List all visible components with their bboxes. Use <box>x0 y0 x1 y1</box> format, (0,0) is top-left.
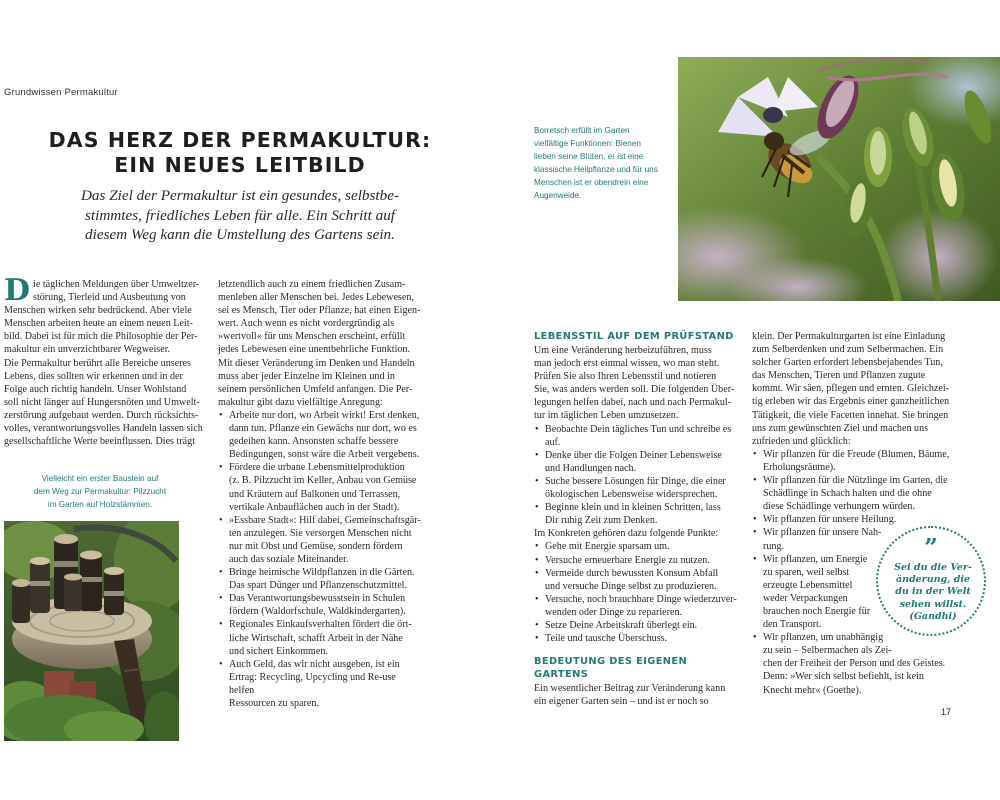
mushroom-logs-photo <box>4 521 179 741</box>
column-1-line: Menschen wirken sehr bedrückend. Aber viele <box>4 305 192 317</box>
list-item-line: rung. <box>763 540 785 552</box>
page-number: 17 <box>941 707 952 717</box>
list-item-line: • Teile und tausche Überschuss. <box>545 633 668 645</box>
list-item-line: Ertrag: Recycling, Upcycling und Re-use helfen <box>229 671 396 696</box>
column-1-line: makultur ein unverzichtbarer Wegweiser. <box>4 344 171 356</box>
list-item <box>752 631 976 696</box>
list-item <box>218 514 423 566</box>
column-1-line: zerstörung aufgebaut werden. Durch rücksichts- <box>4 409 199 421</box>
list-item-line: gedeihen kann. Ansonsten schaffe bessere <box>229 436 399 448</box>
column-3-line: Ein wesentlicher Beitrag zur Veränderung kann <box>534 683 726 695</box>
column-3-line: Prüfen Sie also Ihren Lebensstil und notieren <box>534 371 717 383</box>
text-column-3 <box>534 330 744 708</box>
column-2-line: seinem persönlichen Umfeld anfangen. Die Per- <box>218 383 413 395</box>
list-item-line: Knecht mehr« (Goethe). <box>763 684 862 696</box>
reflection-list <box>534 423 744 528</box>
list-item-line: diese Schädlinge verhungern würden. <box>763 501 915 513</box>
list-item-line: und sichert Einkommen. <box>229 645 328 657</box>
list-item-line: • Wir pflanzen, um Energie <box>763 553 868 565</box>
list-item <box>534 593 744 619</box>
list-item-line: • Setze Deine Arbeitskraft überlegt ein. <box>545 619 698 631</box>
drop-cap: D <box>4 273 31 308</box>
list-item-line: • Wir pflanzen für unsere Nah- <box>763 527 882 539</box>
lead-line-1: Das Ziel der Permakultur ist ein gesundes, selbstbe- <box>80 187 400 204</box>
caption-line: Borretsch erfüllt im Garten <box>534 126 630 135</box>
column-2-line: jedes Lebewesen eine unentbehrliche Funktion. <box>218 344 410 356</box>
list-item-line: erzeugte Lebensmittel <box>763 579 853 591</box>
column-1-line: ie täglichen Meldungen über Umweltzer- <box>33 279 200 290</box>
list-item-line: chen der Freiheit der Person und des Geistes. <box>763 658 946 670</box>
column-3-line: legungen helfen dabei, nach und nach Permakul- <box>534 397 732 409</box>
list-item <box>534 475 744 501</box>
page-title-line-1: DAS HERZ DER PERMAKULTUR: <box>48 128 432 152</box>
list-item-line: (z. B. Pilzzucht im Keller, Anbau von Gemüse <box>229 475 417 487</box>
list-item <box>534 540 744 553</box>
list-item-line: Denn: »Wer sich selbst befiehlt, ist kein <box>763 671 924 683</box>
lead-line-2: stimmtes, friedliches Leben für alle. Ein Schritt auf <box>84 206 396 224</box>
list-item <box>218 618 423 657</box>
list-item <box>218 461 423 513</box>
column-1-line: Lebens, dies sollten wir erkennen und in der <box>4 370 183 382</box>
page-title <box>40 128 440 178</box>
text-column-4 <box>752 330 976 697</box>
quote-text <box>886 562 980 623</box>
list-item-line: Dir ruhig Zeit zum Denken. <box>545 515 658 527</box>
photo-caption-mushroom <box>20 472 180 511</box>
list-item-line: fördern (Waldorfschule, Waldkindergarten). <box>229 606 406 618</box>
list-item-line: Das spart Dünger und Pflanzenschutzmittel. <box>229 580 407 592</box>
column-3-line: man jedoch erst einmal wissen, wo man steht. <box>534 358 720 370</box>
column-3-line: Im Konkreten gehören dazu folgende Punkte: <box>534 528 719 540</box>
column-4-line: uns zum gewünschten Ziel und machen uns <box>752 422 929 434</box>
list-item-line: • Fördere die urbane Lebensmittelproduktion <box>229 462 405 474</box>
column-2-line: sei es Mensch, Tier oder Pflanze, hat einen Eigen- <box>218 305 421 317</box>
list-item <box>752 448 976 474</box>
list-item <box>534 554 744 567</box>
column-4-line: tig erleben wir das Ergebnis einer ganzheitlichen <box>752 396 950 408</box>
list-item-line: zu sein – Selbermachen als Zei- <box>763 645 892 657</box>
list-item <box>534 619 744 632</box>
list-item-line: • Wir pflanzen für die Nützlinge im Garten, die <box>763 475 948 487</box>
list-item-line: und versuche Dinge selbst zu produzieren. <box>545 580 717 592</box>
caption-line: Augenweide. <box>534 191 582 200</box>
section-heading-own-garden: BEDEUTUNG DES EIGENEN GARTENS <box>534 656 688 681</box>
list-item <box>218 409 423 461</box>
text-column-1 <box>4 273 206 448</box>
quote-line: du in der Welt <box>895 586 971 598</box>
caption-line: Vielleicht ein erster Baustein auf <box>41 474 159 483</box>
column-3-line: Um eine Veränderung herbeizuführen, muss <box>534 345 712 356</box>
column-1-line: Folge auch richtig handeln. Unser Wohlstand <box>4 383 187 395</box>
column-1-line: störung, Tierleid und Ausbeutung von <box>33 292 186 304</box>
list-item-line: • Bringe heimische Wildpflanzen in die Gärten. <box>229 567 415 579</box>
caption-line: lieben seine Blüten, er ist eine <box>534 152 644 161</box>
list-item-line: Erholungsräume). <box>763 461 836 473</box>
list-item-line: liche Wirtschaft, schafft Arbeit in der Nähe <box>229 632 403 644</box>
caption-line: klassische Heilpflanze und für uns <box>534 165 658 174</box>
column-2-line: wert. Auch wenn es nicht vordergründig als <box>218 318 395 330</box>
list-item-line: • Gehe mit Energie sparsam um. <box>545 541 670 553</box>
column-3-line: Sie, was anders werden soll. Die folgenden Über- <box>534 384 735 396</box>
lead-line-3: diesem Weg kann die Umstellung des Gartens sein. <box>85 226 395 243</box>
mushroom-logs-illustration <box>4 521 179 741</box>
list-item-line: dann tun. Pflanze ein Gewächs nur dort, wo es <box>229 423 417 435</box>
caption-line: dem Weg zur Permakultur: Pilzzucht <box>33 487 167 496</box>
list-item-line: brauchen noch Energie für <box>763 605 871 617</box>
list-item-line: wenden oder Dinge zu reparieren. <box>545 606 683 618</box>
lead-paragraph <box>40 186 440 245</box>
list-item-line: ökologischen Lebensweise widersprechen. <box>545 489 718 501</box>
list-item <box>534 632 744 645</box>
column-4-line: solcher Garten erfordert lebensbejahendes Tun, <box>752 357 943 369</box>
text-column-2 <box>218 278 423 710</box>
list-item-line: • Suche bessere Lösungen für Dinge, die einer <box>545 475 726 487</box>
column-4-line: das Menschen, Tieren und Pflanzen zugute <box>752 370 926 382</box>
column-2-line: makultur gibt dazu vielfältige Anregung: <box>218 396 383 408</box>
list-item-line: • Versuche, noch brauchbare Dinge wiederzuver- <box>545 593 737 605</box>
list-item-line: auf. <box>545 436 561 448</box>
list-item <box>534 449 744 475</box>
column-1-line: gesellschaftliche Werte beeinflussen. Dies trägt <box>4 436 195 448</box>
caption-line: im Garten auf Holzstämmen. <box>47 500 153 509</box>
quote-line: (Gandhi) <box>909 610 957 622</box>
list-item-line: • Beginne klein und in kleinen Schritten, lass <box>545 502 721 514</box>
borage-bee-illustration <box>678 57 1000 301</box>
section-heading-lifestyle: LEBENSSTIL AUF DEM PRÜFSTAND <box>534 331 734 342</box>
list-item-line: Ressourcen zu sparen. <box>229 698 319 709</box>
quote-line: Sei du die Ver- <box>894 562 972 573</box>
list-item-line: • Auch Geld, das wir nicht ausgeben, ist ein <box>229 658 400 670</box>
list-item <box>534 501 744 527</box>
list-item-line: • Denke über die Folgen Deiner Lebensweise <box>545 449 722 461</box>
column-2-line: muss aber jeder Einzelne im Kleinen und in <box>218 370 395 382</box>
column-3-line: tur im täglichen Leben umzusetzen. <box>534 410 679 422</box>
list-item <box>534 423 744 449</box>
column-1-line: volles, verantwortungsvolles Handeln lassen sich <box>4 423 203 435</box>
list-item <box>752 513 976 526</box>
column-2-line: letztendlich auch zu einem friedlichen Zusam- <box>218 279 406 290</box>
list-item <box>218 592 423 618</box>
list-item <box>218 566 423 592</box>
list-item-line: • Arbeite nur dort, wo Arbeit wirkt! Erst denken, <box>229 409 420 421</box>
column-1-line: soll nicht länger auf Hungersnöten und Umwelt- <box>4 396 200 408</box>
borage-bee-photo <box>678 57 1000 301</box>
column-2-line: »wertvoll« für uns Menschen erscheint, erfüllt <box>218 331 406 343</box>
column-1-line: bild. Dabei ist für mich die Philosophie der Per- <box>4 331 198 343</box>
list-item-line: Schädlinge in Schach halten und die ohne <box>763 488 932 500</box>
quote-line: sehen willst. <box>899 598 967 610</box>
list-item-line: • Das Verantwortungsbewusstsein in Schulen <box>229 593 406 605</box>
caption-line: vielfältige Funktionen: Bienen <box>534 139 641 148</box>
column-4-line: Tätigkeit, die viele Facetten innehat. Sie bringen <box>752 409 949 421</box>
list-item-line: • Wir pflanzen für unsere Heilung. <box>763 514 897 526</box>
list-item-line: vertikale Anbauflächen auch in der Stadt). <box>229 501 400 513</box>
column-4-line: zufrieden und glücklich: <box>752 435 851 447</box>
column-2-line: menleben aller Menschen bei. Jedes Lebewesen, <box>218 292 414 304</box>
list-item-line: weder Verpackungen <box>763 592 848 604</box>
quote-mark-icon: ” <box>924 533 938 562</box>
list-item-line: den Transport. <box>763 619 822 631</box>
running-head: Grundwissen Permakultur <box>4 87 118 98</box>
list-item-line: ten anzulegen. Sie versorgen Menschen nicht <box>229 527 412 539</box>
list-item <box>218 658 423 710</box>
column-4-line: klein. Der Permakulturgarten ist eine Einladung <box>752 331 946 342</box>
list-item-line: und Kräutern auf Balkonen und Terrassen, <box>229 488 401 500</box>
list-item-line: • Regionales Einkaufsverhalten fördert die ört- <box>229 619 412 631</box>
column-3-line: ein eigener Garten sein – und ist er noch so <box>534 696 709 708</box>
list-item-line: • Vermeide durch bewussten Konsum Abfall <box>545 567 719 579</box>
gandhi-quote-badge <box>876 526 986 636</box>
list-item-line: Bedingungen, sonst wäre die Arbeit vergebens. <box>229 449 420 461</box>
permaculture-suggestions-list <box>218 409 423 710</box>
column-1-line: Die Permakultur berührt alle Bereiche unseres <box>4 357 191 369</box>
column-4-line: zum Selberdenken und zum Selbermachen. Ein <box>752 344 944 356</box>
list-item-line: • »Essbare Stadt«: Hilf dabei, Gemeinschaftsgär- <box>229 514 421 526</box>
page-title-line-2: EIN NEUES LEITBILD <box>114 153 366 177</box>
quote-line: änderung, die <box>895 574 971 586</box>
list-item <box>534 567 744 593</box>
column-4-line: kommt. Wir säen, pflegen und ernten. Gleichzei- <box>752 383 950 395</box>
list-item <box>752 474 976 513</box>
list-item-line: zu sparen, weil selbst <box>763 566 850 578</box>
column-1-line: Menschen arbeiten heute an einem neuen Leit- <box>4 318 193 330</box>
photo-caption-borage <box>534 124 674 202</box>
column-2-line: Mit dieser Veränderung im Denken und Handeln <box>218 357 415 369</box>
list-item-line: nur mit Obst und Gemüse, sondern fördern <box>229 540 403 552</box>
list-item-line: • Wir pflanzen für die Freude (Blumen, Bäume, <box>763 448 950 460</box>
list-item-line: • Versuche erneuerbare Energie zu nutzen. <box>545 554 710 566</box>
list-item-line: und Handlungen nach. <box>545 462 637 474</box>
list-item-line: auch das soziale Miteinander. <box>229 553 349 565</box>
list-item-line: • Beobachte Dein tägliches Tun und schreibe es <box>545 423 732 435</box>
list-item-line: • Wir pflanzen, um unabhängig <box>763 632 884 644</box>
caption-line: Menschen ist er obendrein eine <box>534 178 649 187</box>
concrete-points-list <box>534 540 744 645</box>
